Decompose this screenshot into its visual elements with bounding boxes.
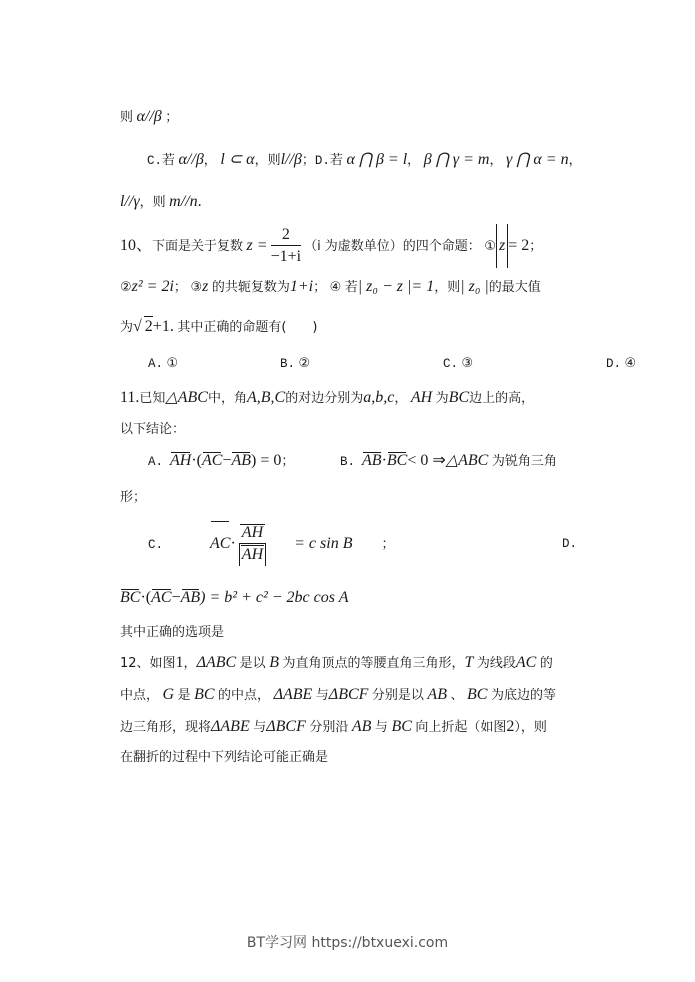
option-label: C. — [148, 538, 164, 552]
text: . — [169, 318, 174, 335]
fraction — [271, 225, 302, 268]
math: m//n — [169, 193, 198, 210]
text: 向上折起（如图 — [415, 720, 507, 735]
sqrt-radicand: 2 — [144, 318, 153, 335]
text: 下面是关于复数 — [152, 239, 244, 254]
text: 已知 — [139, 391, 166, 406]
math: △ABC — [445, 452, 489, 469]
text: 的对边分别为 — [285, 391, 364, 406]
text: 为 — [120, 320, 134, 335]
text: 分别沿 — [309, 720, 349, 735]
q10-option-c — [443, 354, 473, 374]
question-12-line-1 — [120, 653, 553, 674]
math: l//β — [280, 151, 302, 168]
math: ) = b² + c² − 2bc cos A — [200, 589, 349, 606]
denominator: −1+i — [270, 248, 302, 266]
text: ； — [529, 239, 543, 254]
text: 的共轭复数为 — [211, 280, 290, 295]
text: ， — [183, 656, 197, 671]
text: 中点， — [120, 688, 160, 703]
text-line-options-cd — [147, 150, 582, 171]
vector: BC — [386, 452, 408, 469]
vector: AB — [231, 452, 252, 469]
math: α//β — [136, 108, 162, 125]
text: . — [197, 193, 202, 210]
text: 为线段 — [476, 656, 516, 671]
text: 与 — [374, 720, 388, 735]
option-label: B. — [340, 455, 356, 469]
math: | z₀ − z |= 1 — [357, 278, 435, 295]
numerator: 2 — [271, 225, 302, 246]
vector: AC — [210, 520, 230, 568]
option-value: ① — [166, 356, 179, 371]
math: < 0 ⇒ — [407, 452, 446, 469]
vector: AH — [170, 452, 192, 469]
text: 边上的高， — [469, 391, 535, 406]
math: = c sin B — [294, 535, 353, 552]
text: ，则 — [434, 280, 461, 295]
math: ) = 0 — [251, 452, 282, 469]
option-value: ③ — [461, 356, 474, 371]
question-10-line-1 — [120, 224, 542, 269]
text: 以下结论： — [120, 422, 186, 437]
text: ； — [165, 110, 179, 125]
q11-option-d-label — [562, 534, 577, 554]
abs-vector — [239, 544, 266, 566]
text: ， — [489, 153, 503, 168]
math: AB — [351, 718, 372, 735]
math: 1+i — [289, 278, 314, 295]
math: △ABC — [165, 389, 208, 406]
watermark: BT学习网 https://btxuexi.com — [246, 935, 449, 951]
question-10-line-2 — [120, 277, 541, 298]
text: ，则 — [254, 153, 281, 168]
math: · — [230, 535, 236, 552]
vector: AH — [239, 523, 266, 544]
math: +1 — [152, 318, 170, 335]
math: AB — [427, 686, 447, 703]
math: T — [464, 654, 474, 671]
question-12-line-2 — [120, 685, 556, 706]
text: 为锐角三角 — [491, 454, 557, 469]
math: | z₀ | — [460, 278, 489, 295]
option-label: A. — [148, 357, 164, 371]
math: β ⋂ γ = m — [423, 151, 490, 168]
math: z — [202, 278, 209, 295]
q10-option-b — [280, 354, 310, 374]
fraction — [239, 523, 266, 566]
circled-number: ④ — [329, 280, 342, 295]
text: 若 — [329, 153, 343, 168]
vector: AB — [180, 589, 201, 606]
text: ； — [313, 280, 327, 295]
vector: AB — [362, 452, 382, 469]
question-12-line-4 — [120, 748, 328, 768]
math: AC — [515, 654, 537, 671]
math: ΔABC — [196, 654, 237, 671]
math: z — [496, 224, 508, 268]
q11-option-a — [148, 451, 294, 472]
text: 为 — [435, 391, 449, 406]
vector: AH — [239, 544, 266, 566]
math: B — [269, 654, 279, 671]
circled-number: ① — [484, 239, 496, 254]
math: − — [222, 452, 232, 469]
question-11-line-1 — [120, 388, 534, 409]
math: α//β — [178, 151, 204, 168]
math: 1 — [175, 654, 184, 671]
question-prompt: 其中正确的命题有( ) — [177, 320, 318, 335]
option-label: C. — [443, 357, 459, 371]
text: ），则 — [514, 720, 547, 735]
text: ， — [394, 391, 408, 406]
math: ΔBCF — [328, 686, 369, 703]
text: 、 — [450, 688, 464, 703]
text: 边三角形，现将 — [120, 720, 212, 735]
text: 与 — [315, 688, 329, 703]
option-label-d: D. — [314, 154, 330, 168]
text-line-3 — [120, 192, 202, 213]
math: l ⊂ α — [220, 151, 255, 168]
circled-number: ② — [120, 280, 132, 295]
math: ·( — [191, 452, 202, 469]
math: 2 — [506, 718, 515, 735]
math: BC — [448, 389, 470, 406]
text: 若 — [344, 280, 358, 295]
text: 为底边的等 — [490, 688, 556, 703]
text: 为直角顶点的等腰直角三角形， — [282, 656, 465, 671]
vector: AC — [151, 589, 172, 606]
question-10-line-3: 为√ 2+1. 其中正确的命题有( ) — [120, 318, 318, 335]
text: 形； — [120, 490, 147, 505]
text: 的 — [539, 656, 553, 671]
math: α ⋂ β = l — [346, 151, 408, 168]
text: ； — [301, 153, 315, 168]
text: 在翻折的过程中下列结论可能正确是 — [120, 750, 329, 765]
text: 中，角 — [207, 391, 247, 406]
math: G — [162, 686, 175, 703]
text: 12、如图 — [120, 656, 176, 671]
math: − — [171, 589, 181, 606]
math: ·( — [140, 589, 152, 606]
math: = 2 — [508, 237, 530, 254]
text: 则 — [120, 110, 134, 125]
question-number: 10、 — [120, 237, 153, 254]
math: l//γ — [120, 193, 140, 210]
math: ΔBCF — [266, 718, 306, 735]
math: ΔABE — [273, 686, 313, 703]
question-prompt: 其中正确的选项是 — [120, 625, 225, 640]
math: a,b,c — [363, 389, 395, 406]
math: γ ⋂ α = n — [505, 151, 569, 168]
option-label: B. — [280, 357, 296, 371]
text: （i 为虚数单位）的四个命题： — [304, 239, 481, 254]
text: 的中点， — [218, 688, 271, 703]
question-number: 11. — [120, 389, 140, 406]
text: ，则 — [139, 195, 166, 210]
q11-option-d — [120, 588, 348, 609]
option-value: ② — [298, 356, 311, 371]
q11-ask — [120, 623, 224, 643]
text: ， — [407, 153, 421, 168]
q10-option-d — [606, 354, 636, 374]
text: 分别是以 — [371, 688, 424, 703]
math: BC — [194, 686, 215, 703]
option-label-c: C. — [147, 154, 163, 168]
q11-option-c — [148, 520, 394, 569]
text-line-1 — [120, 107, 178, 128]
vector: BC — [120, 589, 141, 606]
text: 的最大值 — [488, 280, 541, 295]
math: ΔABE — [211, 718, 250, 735]
math: z² = 2i — [131, 278, 174, 295]
q11-option-b — [340, 451, 557, 472]
q11-option-b-cont — [120, 488, 146, 508]
math: A,B,C — [246, 389, 286, 406]
option-value: ④ — [624, 356, 637, 371]
text: 是 — [177, 688, 191, 703]
option-label: D. — [606, 357, 622, 371]
text: ； — [281, 454, 295, 469]
text: ； — [173, 280, 187, 295]
text: 与 — [253, 720, 267, 735]
text: ； — [381, 537, 395, 552]
question-12-line-3 — [120, 717, 547, 738]
option-label: D. — [562, 537, 578, 551]
text: ， — [568, 153, 582, 168]
math: BC — [466, 686, 488, 703]
math: BC — [391, 718, 412, 735]
vector: AC — [202, 452, 223, 469]
text: ， — [203, 153, 217, 168]
math: · — [381, 452, 387, 469]
question-11-line-2 — [120, 420, 185, 440]
text: 若 — [162, 153, 176, 168]
option-label: A. — [148, 455, 164, 469]
math: z = — [246, 237, 268, 254]
math: AH — [410, 389, 433, 406]
circled-number: ③ — [190, 280, 203, 295]
q10-option-a — [148, 354, 178, 374]
text: 是以 — [239, 656, 266, 671]
